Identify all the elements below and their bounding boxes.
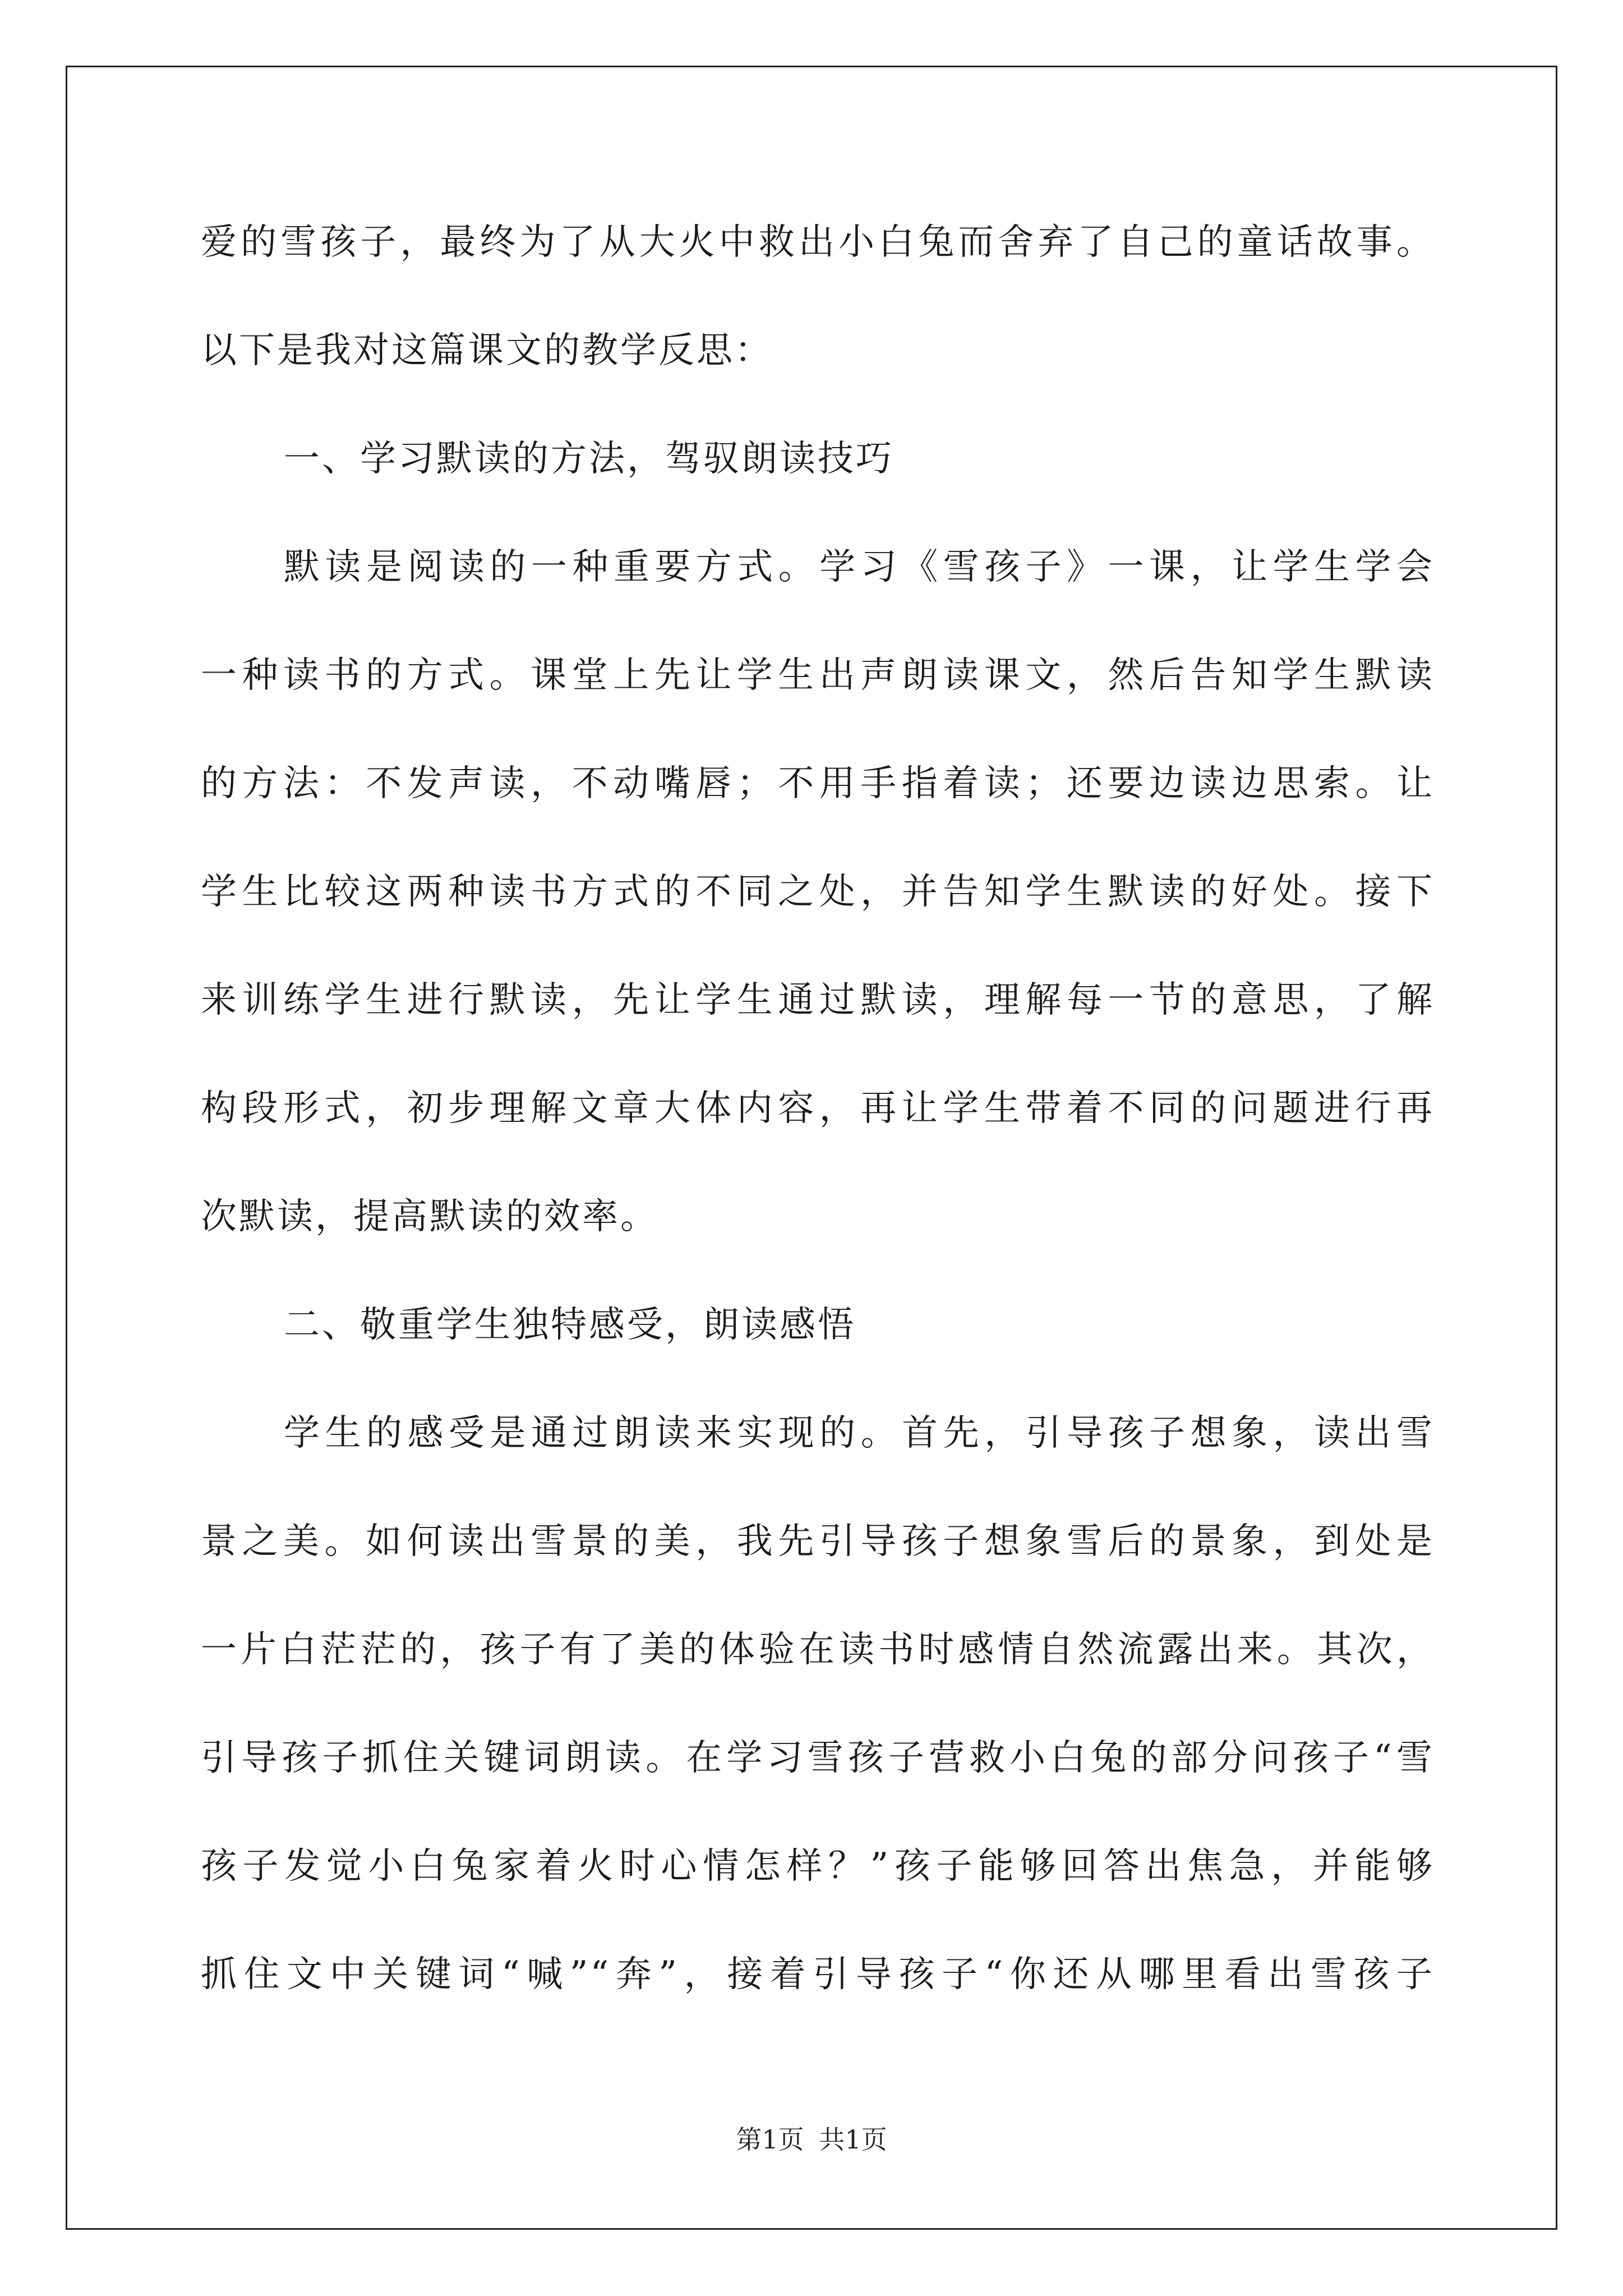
text-line: 景之美。如何读出雪景的美，我先引导孩子想象雪后的景象，到处是 [201, 1521, 1435, 1562]
page-total: 共1页 [819, 2124, 887, 2155]
page-number: 第1页 [736, 2124, 804, 2155]
text-line: 引导孩子抓住关键词朗读。在学习雪孩子营救小白兔的部分问孩子“雪 [201, 1737, 1435, 1779]
text-line: 默读是阅读的一种重要方式。学习《雪孩子》一课，让学生学会 [284, 546, 1435, 588]
text-line: 构段形式，初步理解文章大体内容，再让学生带着不同的问题进行再 [201, 1088, 1435, 1129]
text-line: 抓住文中关键词“喊”“奔”，接着引导孩子“你还从哪里看出雪孩子 [201, 1954, 1435, 1995]
text-line: 孩子发觉小白兔家着火时心情怎样？”孩子能够回答出焦急，并能够 [201, 1846, 1435, 1887]
text-line: 次默读，提高默读的效率。 [201, 1196, 658, 1237]
text-line: 一片白茫茫的，孩子有了美的体验在读书时感情自然流露出来。其次， [201, 1629, 1435, 1671]
page-border [66, 66, 1557, 2230]
section-heading: 一、学习默读的方法，驾驭朗读技巧 [284, 438, 894, 480]
text-line: 来训练学生进行默读，先让学生通过默读，理解每一节的意思，了解 [201, 979, 1435, 1021]
text-line: 学生比较这两种读书方式的不同之处，并告知学生默读的好处。接下 [201, 871, 1435, 913]
text-line: 的方法：不发声读，不动嘴唇；不用手指着读；还要边读边思索。让 [201, 763, 1435, 804]
section-heading: 二、敬重学生独特感受，朗读感悟 [284, 1304, 856, 1346]
text-line: 学生的感受是通过朗读来实现的。首先，引导孩子想象，读出雪 [284, 1412, 1435, 1454]
text-line: 一种读书的方式。课堂上先让学生出声朗读课文，然后告知学生默读 [201, 655, 1435, 696]
text-line: 以下是我对这篇课文的教学反思： [201, 330, 773, 371]
page-footer [0, 2119, 1623, 2156]
text-line: 爱的雪孩子，最终为了从大火中救出小白兔而舍弃了自己的童话故事。 [201, 222, 1435, 263]
